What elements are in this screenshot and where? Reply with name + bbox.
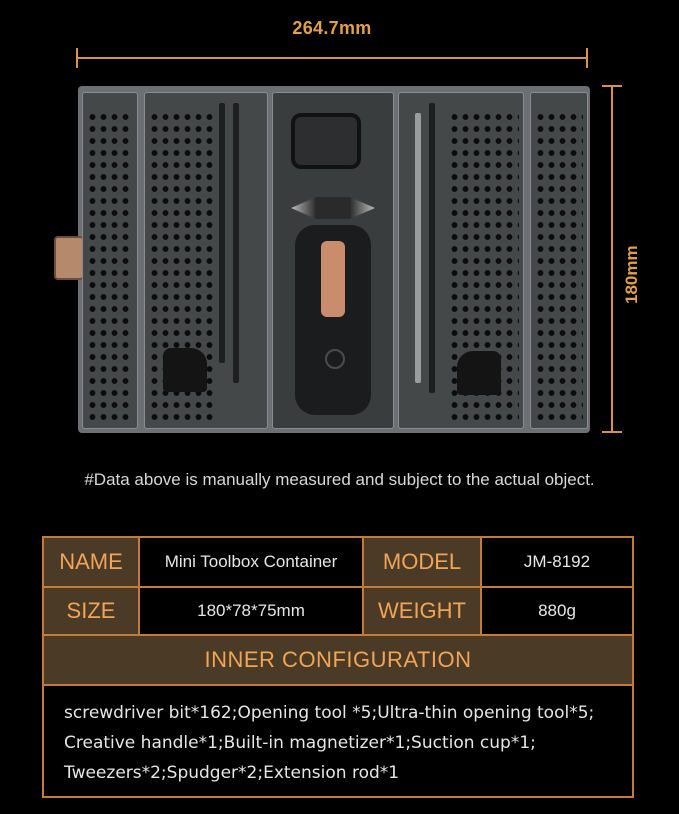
width-dimension-tick-right bbox=[586, 48, 588, 68]
height-dimension-tick-bottom bbox=[602, 431, 622, 433]
name-value: Mini Toolbox Container bbox=[140, 538, 364, 588]
extension-panel bbox=[398, 92, 524, 429]
height-dimension bbox=[600, 85, 640, 433]
extension-rod-icon bbox=[415, 113, 421, 383]
config-list bbox=[44, 686, 632, 796]
width-dimension-label: 264.7mm bbox=[292, 18, 372, 38]
magnetizer-icon bbox=[291, 197, 375, 219]
bit-panel-right bbox=[530, 92, 588, 429]
width-dimension-line bbox=[76, 57, 588, 59]
config-line: screwdriver bit*162;Opening tool *5;Ultra-thin opening tool*5; bbox=[64, 703, 595, 723]
model-label: MODEL bbox=[364, 538, 482, 588]
weight-value: 880g bbox=[482, 588, 632, 636]
suction-cup-icon bbox=[291, 113, 361, 169]
spec-table bbox=[42, 536, 634, 798]
bit-grid bbox=[87, 111, 133, 422]
handle-knob bbox=[325, 349, 345, 369]
config-heading: INNER CONFIGURATION bbox=[44, 636, 632, 686]
width-dimension bbox=[76, 14, 588, 64]
handle-panel bbox=[272, 92, 394, 429]
name-label: NAME bbox=[44, 538, 140, 588]
height-dimension-label: 180mm bbox=[622, 245, 641, 305]
weight-label: WEIGHT bbox=[364, 588, 482, 636]
tweezers-icon bbox=[233, 103, 239, 383]
toolbox-product-image bbox=[78, 86, 590, 433]
height-dimension-line bbox=[611, 85, 613, 433]
spudger-icon bbox=[429, 103, 435, 393]
size-value: 180*78*75mm bbox=[140, 588, 364, 636]
bit-grid bbox=[535, 111, 583, 422]
config-line: Creative handle*1;Built-in magnetizer*1;Suction cup*1; bbox=[64, 733, 536, 753]
tweezers-icon bbox=[219, 103, 225, 363]
config-line: Tweezers*2;Spudger*2;Extension rod*1 bbox=[64, 763, 400, 783]
opening-pick-icon bbox=[457, 351, 501, 395]
tweezer-panel bbox=[144, 92, 268, 429]
bit-panel-left bbox=[82, 92, 138, 429]
screwdriver-handle-icon bbox=[295, 225, 371, 415]
model-value: JM-8192 bbox=[482, 538, 632, 588]
measurement-note: #Data above is manually measured and subject to the actual object. bbox=[84, 470, 595, 489]
handle-grip bbox=[321, 241, 345, 317]
latch-clip bbox=[54, 236, 84, 280]
opening-pick-icon bbox=[163, 348, 207, 392]
size-label: SIZE bbox=[44, 588, 140, 636]
